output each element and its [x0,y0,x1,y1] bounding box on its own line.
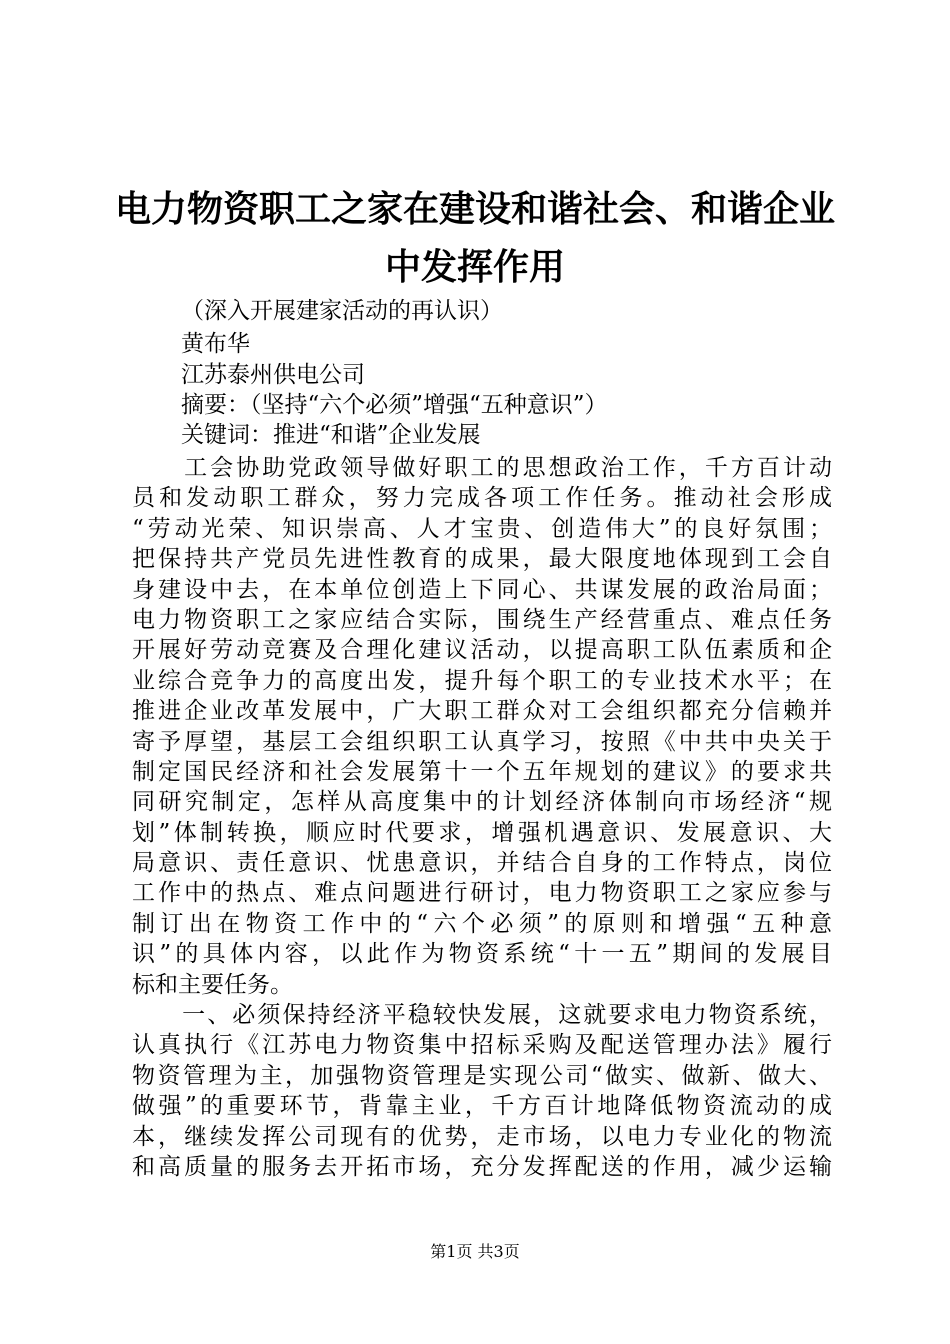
body-line: 同研究制定，怎样从高度集中的计划经济体制向市场经济“规 [132,789,832,816]
document-title-line-2: 中发挥作用 [384,247,565,288]
body-line: 业综合竞争力的高度出发，提升每个职工的专业技术水平；在 [132,667,832,694]
body-line: 员和发动职工群众，努力完成各项工作任务。推动社会形成 [132,485,832,512]
body-line: 把保持共产党员先进性教育的成果，最大限度地体现到工会自 [132,546,832,573]
author-organization: 江苏泰州供电公司 [181,362,365,388]
body-line: 电力物资职工之家应结合实际，围绕生产经营重点、难点任务 [132,606,832,633]
body-line: 工会协助党政领导做好职工的思想政治工作，千方百计动 [132,455,832,481]
body-line: 制定国民经济和社会发展第十一个五年规划的建议》的要求共 [132,758,832,785]
page-number: 第1页 共3页 [430,1242,520,1261]
abstract-line: 摘要：（坚持“六个必须”增强“五种意识”） [181,392,608,418]
keywords-line: 关键词：推进“和谐”企业发展 [181,422,481,448]
body-line: 做强”的重要环节，背靠主业，千方百计地降低物资流动的成 [132,1093,832,1120]
body-text [132,453,832,1182]
body-line: 和高质量的服务去开拓市场，充分发挥配送的作用，减少运输 [132,1153,832,1180]
body-line: “劳动光荣、知识崇高、人才宝贵、创造伟大”的良好氛围； [132,515,832,542]
document-title-line-1: 电力物资职工之家在建设和谐社会、和谐企业 [114,189,835,230]
body-line: 寄予厚望，基层工会组织职工认真学习，按照《中共中央关于 [132,728,832,755]
body-line: 推进企业改革发展中，广大职工群众对工会组织都充分信赖并 [132,698,832,725]
body-line: 工作中的热点、难点问题进行研讨，电力物资职工之家应参与 [132,880,832,907]
document-subtitle: （深入开展建家活动的再认识） [181,298,503,324]
body-line: 一、必须保持经济平稳较快发展，这就要求电力物资系统， [132,1002,832,1029]
author-name: 黄布华 [181,331,250,357]
body-line: 开展好劳动竞赛及合理化建议活动，以提高职工队伍素质和企 [132,637,832,664]
body-line: 局意识、责任意识、忧患意识，并结合自身的工作特点，岗位 [132,850,832,877]
body-line: 本，继续发挥公司现有的优势，走市场，以电力专业化的物流 [132,1123,832,1150]
body-line: 制订出在物资工作中的“六个必须”的原则和增强“五种意 [132,910,832,937]
body-line: 认真执行《江苏电力物资集中招标采购及配送管理办法》履行 [132,1032,832,1059]
body-line: 物资管理为主，加强物资管理是实现公司“做实、做新、做大、 [132,1062,832,1089]
body-line: 识”的具体内容，以此作为物资系统“十一五”期间的发展目 [132,941,832,968]
body-line: 划”体制转换，顺应时代要求，增强机遇意识、发展意识、大 [132,819,832,846]
body-line: 身建设中去，在本单位创造上下同心、共谋发展的政治局面； [132,576,832,603]
body-line: 标和主要任务。 [132,971,293,998]
